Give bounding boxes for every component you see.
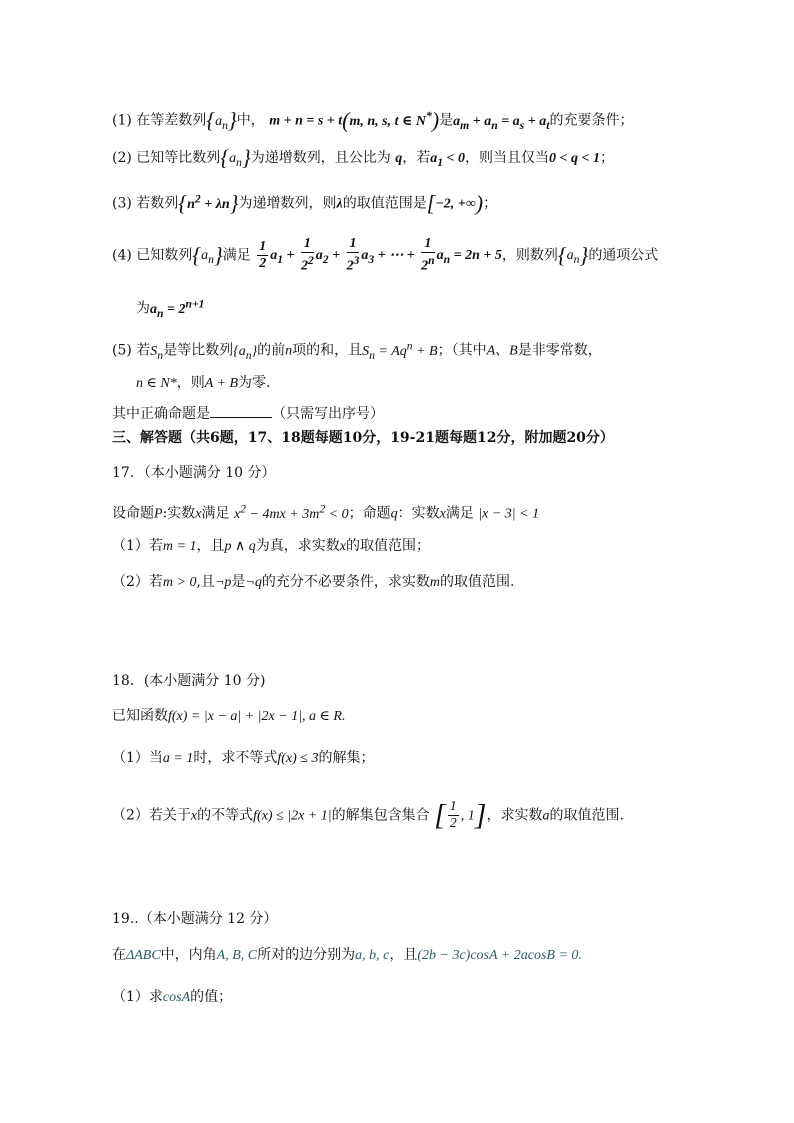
q18-header: 18．(本小题满分 10 分) — [112, 673, 266, 689]
q17-stem: 设命题P:实数x满足 $x^2 - 4mx + 3m^2 < 0$；命题q：实数x满足 |x − 3| < 1 — [112, 502, 540, 522]
item-5-cont: n ∈ N*，则A + B为零. — [136, 375, 271, 391]
item-4-num: (4) — [112, 247, 132, 264]
item-1-num: (1) — [112, 112, 132, 129]
q17-part-1: （1）若m = 1，且p ∧ q为真，求实数x的取值范围； — [112, 538, 430, 554]
item-2: (2) 已知等比数列$\{a_n\}$为递增数列，且公比为 q，若$a_1 < 0$，则当且仅当0 < q < 1； — [112, 145, 614, 170]
q18-part-2: （2）若关于x的不等式f(x) ≤ |2x + 1|的解集包含集合 [ $\frac{1}{2}$ , 1]，求实数a的取值范围. — [112, 798, 624, 832]
item-4-cont: 为$a_n = 2^{n+1}$ — [136, 297, 205, 320]
item-4: (4) 已知数列$\{a_n\}$满足 $\frac{1}{2}$ $a_1$ + $\frac{1}{2^2}$ $a_2$ + $\frac{1}{2^3}$ $a_3$ + ⋯ + $\frac{1}{2^n}$ $a_n = 2n + 5$，则数列$\{a_n\}$的通项公式 — [112, 236, 659, 274]
item-1: (1) 在等差数列$\{a_n\}$中， m + n = s + t(m, n, s, t ∈ N*)是$a_m + a_n = a_s + a_t$的充要条件； — [112, 107, 634, 133]
item-3: (3) 若数列$\{n^2 + \lambda n\}$为递增数列，则λ的取值范围是[−2, +∞)； — [112, 190, 498, 216]
q17-header: 17．（本小题满分 10 分） — [112, 465, 276, 481]
q18-part-1: （1）当a = 1时，求不等式f(x) ≤ 3的解集； — [112, 750, 375, 766]
answer-line: 其中正确命题是 （只需写出序号） — [112, 406, 384, 422]
section-title: 三、解答题（共6题，17、18题每题10分，19-21题每题12分，附加题20分） — [112, 430, 614, 446]
item-5-num: (5) — [112, 342, 132, 359]
item-5: (5) 若$S_n$是等比数列$\{a_n\}$的前n项的和，且$S_n = Aq^n + B$；（其中A、B是非零常数， — [112, 339, 602, 362]
item-3-num: (3) — [112, 195, 132, 212]
item-2-num: (2) — [112, 150, 132, 166]
q19-part-1: （1）求cosA的值； — [112, 989, 233, 1005]
q19-header: 19..（本小题满分 12 分） — [112, 911, 278, 927]
q18-stem: 已知函数f(x) = |x − a| + |2x − 1|, a ∈ R. — [112, 708, 346, 724]
answer-blank[interactable] — [210, 405, 272, 418]
q19-stem: 在ΔABC中，内角A, B, C所对的边分别为a, b, c，且(2b − 3c)cosA + 2acosB = 0. — [112, 947, 582, 963]
q17-part-2: （2）若m > 0,且¬p是¬q的充分不必要条件，求实数m的取值范围. — [112, 574, 515, 590]
